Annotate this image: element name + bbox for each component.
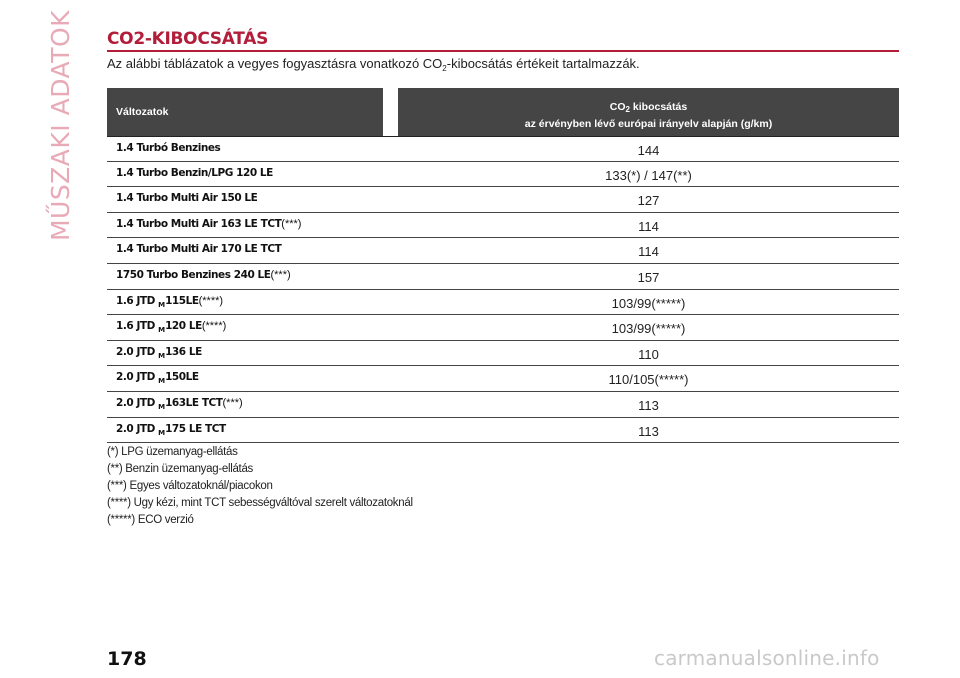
table-header — [107, 88, 899, 136]
footnote: (*) LPG üzemanyag-ellátás — [107, 446, 238, 458]
table-row — [107, 418, 899, 444]
table-row — [107, 238, 899, 264]
co2-value: 144 — [637, 143, 660, 158]
footnote: (***) Egyes változatoknál/piacokon — [107, 480, 273, 492]
variant-name: 2.0 JTD $_M$150LE — [116, 371, 199, 386]
table-row — [107, 341, 899, 367]
table-row — [107, 315, 899, 341]
variant-name: 2.0 JTD $_M$175 LE TCT — [116, 422, 226, 437]
footnote: (*****) ECO verzió — [107, 514, 194, 526]
table-row — [107, 187, 899, 213]
co2-value: 113 — [638, 397, 659, 413]
emissions-table-body — [107, 136, 899, 443]
footnotes — [107, 444, 413, 529]
co2-value: 114 — [638, 244, 659, 260]
variant-name: 1.4 Turbó Benzines — [116, 142, 221, 154]
header-variants: Változatok — [107, 88, 383, 136]
co2-value: 103/99(*****) — [611, 321, 686, 337]
co2-value: 103/99(*****) — [611, 295, 686, 311]
table-row — [107, 162, 899, 188]
page-number: 178 — [107, 648, 147, 670]
table-row — [107, 290, 899, 316]
table-row — [107, 366, 899, 392]
table-row — [107, 264, 899, 290]
co2-value: 133(*) / 147(**) — [605, 167, 692, 183]
co2-value: 157 — [637, 269, 660, 285]
intro-text: Az alábbi táblázatok a vegyes fogyasztásra vonatkozó $CO_2$-kibocsátás értékeit tartalmazzák. — [107, 56, 640, 73]
section-title: CO2-KIBOCSÁTÁS — [107, 29, 269, 49]
co2-value: 113 — [638, 423, 659, 439]
variant-name: 1.4 Turbo Multi Air 150 LE — [116, 192, 258, 205]
footnote: (**) Benzin üzemanyag-ellátás — [107, 463, 253, 475]
table-row — [107, 136, 899, 162]
side-section-title: MŰSZAKI ADATOK — [46, 9, 76, 241]
variant-name: 1.4 Turbo Multi Air 163 LE TCT(***) — [116, 217, 302, 230]
variant-name: 2.0 JTD $_M$136 LE — [116, 345, 202, 360]
header-co2-emission: $CO_2$ kibocsátás az érvényben lévő európai irányelv alapján (g/km) — [398, 88, 899, 136]
variant-name: 1.4 Turbo Multi Air 170 LE TCT — [116, 243, 282, 256]
footnote: (****) Ugy kézi, mint TCT sebességváltóval szerelt változatoknál — [107, 497, 413, 509]
variant-name: 1.6 JTD $_M$115LE(****) — [116, 294, 224, 309]
table-row — [107, 392, 899, 418]
variant-name: 1.4 Turbo Benzin/LPG 120 LE — [116, 166, 273, 179]
co2-value: 127 — [637, 193, 660, 209]
co2-value: 110 — [638, 346, 659, 362]
co2-value: 110/105(*****) — [608, 372, 689, 388]
variant-name: 1.6 JTD $_M$120 LE(****) — [116, 320, 227, 335]
title-underline — [107, 50, 899, 52]
variant-name: 1750 Turbo Benzines 240 LE(***) — [116, 268, 291, 281]
site-watermark: carmanualsonline.info — [654, 646, 880, 670]
co2-value: 114 — [638, 218, 659, 234]
variant-name: 2.0 JTD $_M$163LE TCT(***) — [116, 396, 243, 411]
table-row — [107, 213, 899, 239]
